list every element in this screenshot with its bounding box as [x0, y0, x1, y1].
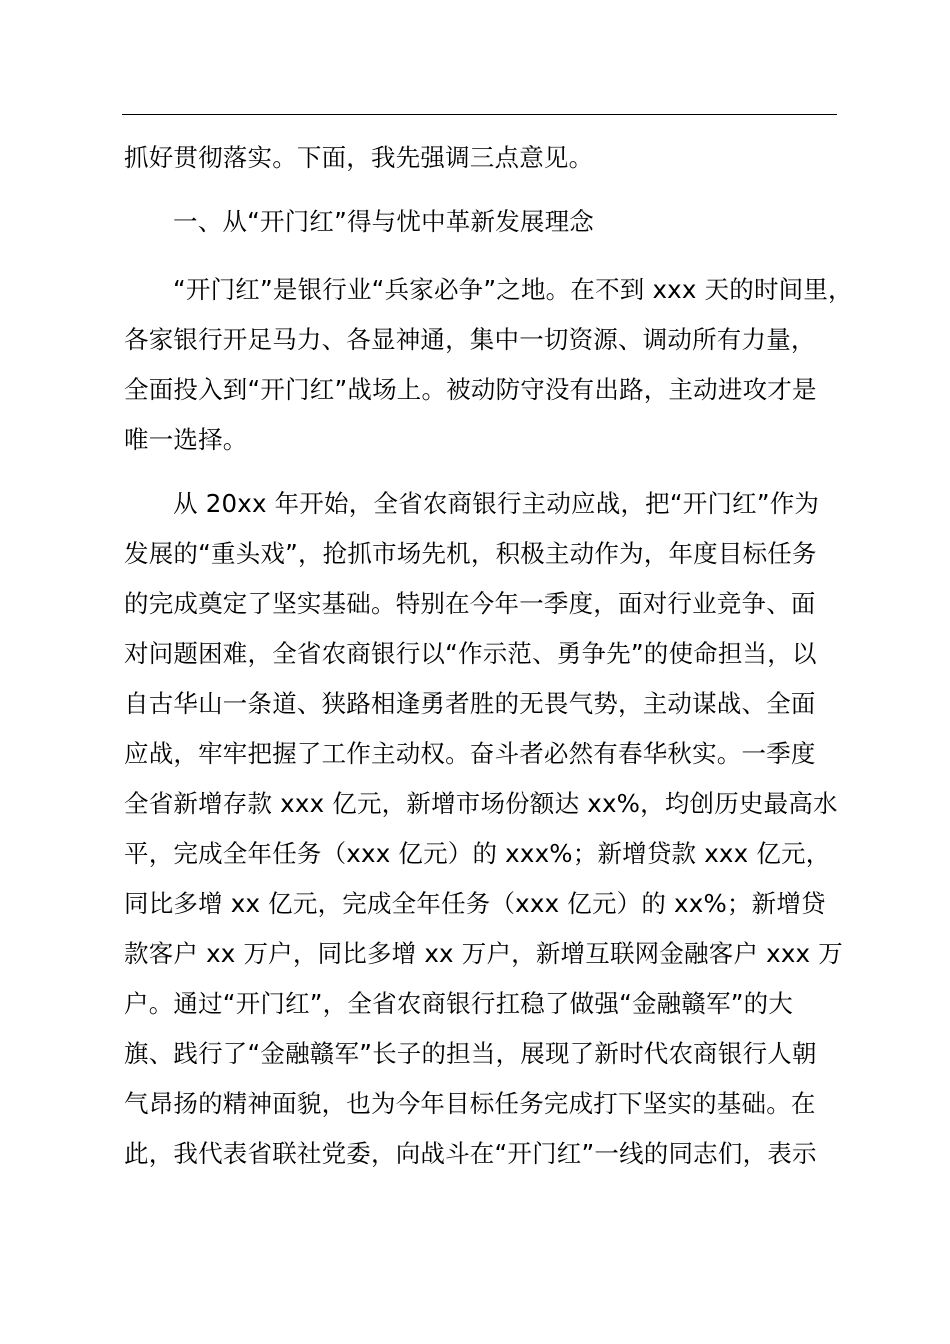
text-line: 款客户 xx 万户，同比多增 xx 万户，新增互联网金融客户 xxx 万 — [124, 939, 843, 968]
text-line: 同比多增 xx 亿元，完成全年任务（xxx 亿元）的 xx%；新增贷 — [124, 889, 826, 918]
header-rule — [122, 114, 837, 115]
text-line: 从 20xx 年开始，全省农商银行主动应战，把“开门红”作为 — [173, 489, 820, 518]
text-line: 应战，牢牢把握了工作主动权。奋斗者必然有春华秋实。一季度 — [124, 739, 816, 768]
text-line: 自古华山一条道、狭路相逢勇者胜的无畏气势，主动谋战、全面 — [124, 689, 816, 718]
text-line: 此，我代表省联社党委，向战斗在“开门红”一线的同志们，表示 — [124, 1139, 817, 1168]
text-line: 全省新增存款 xxx 亿元，新增市场份额达 xx%，均创历史最高水 — [124, 789, 838, 818]
text-line: 全面投入到“开门红”战场上。被动防守没有出路，主动进攻才是 — [124, 375, 817, 404]
text-line: 各家银行开足马力、各显神通，集中一切资源、调动所有力量， — [124, 325, 816, 354]
text-line: 旗、践行了“金融赣军”长子的担当，展现了新时代农商银行人朝 — [124, 1039, 817, 1068]
text-line: “开门红”是银行业“兵家必争”之地。在不到 xxx 天的时间里， — [173, 275, 853, 304]
text-line: 气昂扬的精神面貌，也为今年目标任务完成打下坚实的基础。在 — [124, 1089, 816, 1118]
text-line: 平，完成全年任务（xxx 亿元）的 xxx%；新增贷款 xxx 亿元， — [124, 839, 831, 868]
text-line: 发展的“重头戏”，抢抓市场先机，积极主动作为，年度目标任务 — [124, 539, 817, 568]
text-line: 抓好贯彻落实。下面，我先强调三点意见。 — [124, 143, 594, 172]
text-line: 对问题困难，全省农商银行以“作示范、勇争先”的使命担当，以 — [124, 639, 817, 668]
text-line: 的完成奠定了坚实基础。特别在今年一季度，面对行业竞争、面 — [124, 589, 816, 618]
text-line: 户。通过“开门红”，全省农商银行扛稳了做强“金融赣军”的大 — [124, 989, 794, 1018]
section-heading: 一、从“开门红”得与忧中革新发展理念 — [173, 207, 594, 236]
text-line: 唯一选择。 — [124, 425, 248, 454]
